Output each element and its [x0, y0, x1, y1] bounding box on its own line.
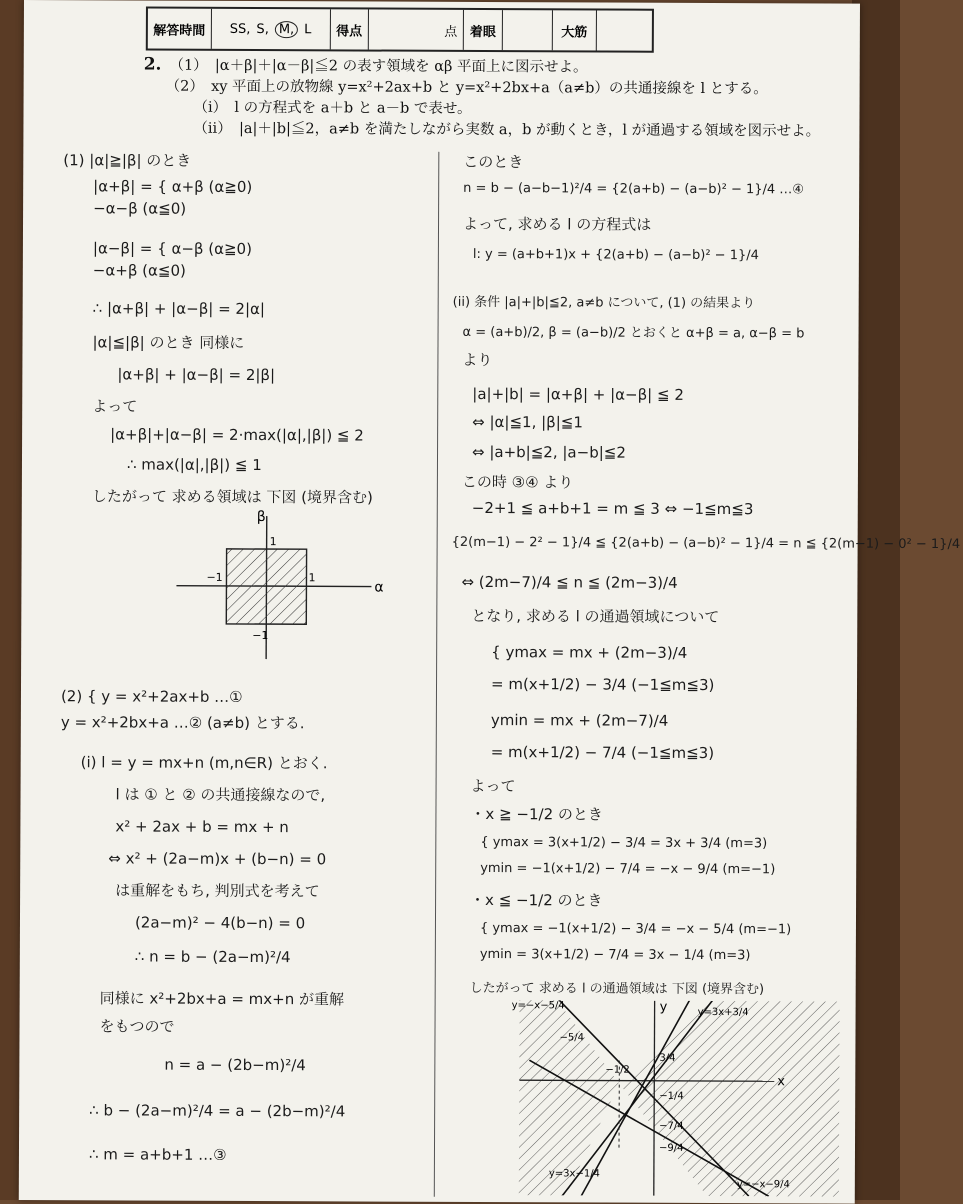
problem-number: 2.	[144, 55, 162, 75]
solution-line: |α+β| = { α+β (α≧0)	[93, 176, 252, 198]
outline-field	[597, 11, 652, 51]
right-column-solution	[453, 152, 858, 154]
left-column-solution	[63, 150, 433, 152]
time-option-s: S,	[256, 22, 268, 37]
answer-sheet	[19, 0, 860, 1204]
x-axis-label: x	[777, 1074, 785, 1089]
tick-neg-5-4: −5/4	[559, 1032, 584, 1043]
tick-neg-9-4: −9/4	[659, 1143, 684, 1154]
time-option-m-selected: M,	[275, 21, 298, 38]
solution-line: この時 ③④ より	[462, 472, 574, 493]
time-option-l: L	[304, 22, 311, 37]
solution-line: (1) |α|≧|β| のとき	[63, 150, 191, 172]
solution-line: n = a − (2b−m)²/4	[164, 1055, 306, 1077]
solution-line: ・x ≧ −1/2 のとき	[470, 804, 603, 826]
solution-line: ∴ |α+β| + |α−β| = 2|α|	[93, 298, 265, 320]
solution-line: |α+β|+|α−β| = 2·max(|α|,|β|) ≦ 2	[110, 424, 364, 446]
solution-line: をもつので	[99, 1016, 174, 1037]
focus-label: 着眼	[464, 10, 502, 50]
solution-line: { ymax = mx + (2m−3)/4	[491, 642, 687, 664]
tick-alpha-1: 1	[308, 571, 315, 584]
line-label-3x-3-4: y=3x+3/4	[698, 1007, 749, 1018]
solution-line: したがって 求める領域は 下図 (境界含む)	[92, 486, 373, 508]
solution-line: となり, 求める l の通過領域について	[471, 606, 719, 628]
alpha-axis-label: α	[374, 580, 383, 596]
solution-line: ymin = mx + (2m−7)/4	[491, 710, 669, 732]
solution-line: ∴ max(|α|,|β|) ≦ 1	[127, 454, 262, 476]
solution-line: 同様に x²+2bx+a = mx+n が重解	[100, 988, 344, 1010]
solution-line: より	[462, 350, 492, 371]
solution-line: α = (a+b)/2, β = (a−b)/2 とおくと α+β = a, α−β = b	[463, 322, 805, 344]
tangent-region-graph	[519, 1000, 840, 1196]
solution-line: |α−β| = { α−β (α≧0)	[93, 238, 252, 260]
solution-line: x² + 2ax + b = mx + n	[115, 816, 289, 838]
solution-line: (2) { y = x²+2ax+b …①	[61, 686, 243, 708]
column-divider	[434, 152, 440, 1197]
line-label-3x-1-4: y=3x−1/4	[549, 1168, 600, 1179]
line-label-neg-x-9-4: y=−x−9/4	[737, 1179, 790, 1190]
problem-statement	[143, 55, 843, 143]
answer-time-label: 解答時間	[148, 9, 212, 49]
solution-line: ・x ≦ −1/2 のとき	[470, 890, 603, 912]
solution-line: ⇔ |α|≦1, |β|≦1	[472, 412, 583, 433]
solution-line: したがって 求める l の通過領域は 下図 (境界含む)	[470, 978, 765, 1000]
solution-line: は重解をもち, 判別式を考えて	[115, 880, 320, 902]
solution-line: −α+β (α≦0)	[93, 260, 186, 281]
solution-line: { ymax = 3(x+1/2) − 3/4 = 3x + 3/4 (m=3)	[480, 832, 767, 854]
tick-3-4: 3/4	[659, 1053, 675, 1064]
beta-axis-label: β	[257, 509, 266, 525]
problem-part-2i: （ⅰ） l の方程式を a＋b と a－b で表せ。	[143, 98, 843, 122]
solution-line: l は ① と ② の共通接線なので,	[115, 784, 325, 806]
focus-field	[502, 10, 552, 50]
solution-line: |a|+|b| = |α+β| + |α−β| ≦ 2	[472, 384, 684, 406]
solution-line: よって	[92, 396, 137, 417]
outline-label: 大筋	[553, 10, 597, 50]
tick-neg-1-4: −1/4	[659, 1091, 684, 1102]
solution-line: (ii) 条件 |a|+|b|≦2, a≠b について, (1) の結果より	[453, 292, 756, 314]
solution-line: = m(x+1/2) − 3/4 (−1≦m≦3)	[491, 674, 714, 696]
solution-line: ymin = 3(x+1/2) − 7/4 = 3x − 1/4 (m=3)	[480, 944, 751, 966]
solution-line: よって, 求める l の方程式は	[463, 214, 651, 236]
shaded-square-region	[226, 549, 306, 624]
solution-line: (i) l = y = mx+n (m,n∈R) とおく.	[81, 752, 328, 774]
tick-alpha-neg1: −1	[206, 571, 222, 584]
points-label: 点	[444, 20, 457, 39]
tick-neg-7-4: −7/4	[659, 1121, 684, 1132]
solution-line: l: y = (a+b+1)x + {2(a+b) − (a−b)² − 1}/4	[473, 244, 759, 266]
square-region-graph	[156, 511, 387, 662]
time-options	[212, 9, 331, 50]
solution-line: (2a−m)² − 4(b−n) = 0	[135, 912, 305, 934]
solution-line: ⇔ |a+b|≦2, |a−b|≦2	[472, 442, 626, 464]
solution-line: n = b − (a−b−1)²/4 = {2(a+b) − (a−b)² − 1}/4 …④	[463, 178, 804, 200]
solution-line: {2(m−1) − 2² − 1}/4 ≦ {2(a+b) − (a−b)² − 1}/4 = n ≦ {2(m−1) − 0² − 1}/4	[452, 532, 961, 555]
line-label-neg-x-5-4: y=−x−5/4	[512, 1000, 565, 1011]
solution-line: よって	[471, 776, 516, 797]
tick-neg-1-2: −1/2	[605, 1065, 630, 1076]
solution-line: −α−β (α≦0)	[93, 198, 186, 219]
solution-line: ⇔ (2m−7)/4 ≦ n ≦ (2m−3)/4	[461, 572, 677, 594]
solution-line: |α|≦|β| のとき 同様に	[92, 332, 244, 354]
solution-line: { ymax = −1(x+1/2) − 3/4 = −x − 5/4 (m=−1)	[480, 918, 791, 940]
y-axis-label: y	[660, 1000, 668, 1015]
score-label: 得点	[330, 9, 368, 49]
tick-beta-neg1: −1	[252, 629, 268, 642]
score-header-table	[146, 7, 654, 53]
problem-part-1: （1） |α＋β|＋|α－β|≦2 の表す領域を αβ 平面上に図示せよ。	[169, 58, 587, 76]
solution-line: このとき	[463, 152, 523, 173]
solution-line: ∴ n = b − (2a−m)²/4	[135, 946, 291, 968]
solution-line: −2+1 ≦ a+b+1 = m ≦ 3 ⇔ −1≦m≦3	[472, 498, 754, 520]
solution-line: ⇔ x² + (2a−m)x + (b−n) = 0	[108, 848, 326, 870]
time-option-ss: SS,	[230, 21, 251, 36]
solution-line: = m(x+1/2) − 7/4 (−1≦m≦3)	[491, 742, 714, 764]
problem-part-2ii: （ⅱ） |a|＋|b|≦2，a≠b を満たしながら実数 a，b が動くとき，l が通過する領域を図示せよ。	[143, 119, 843, 143]
tick-beta-1: 1	[270, 535, 277, 548]
solution-line: |α+β| + |α−β| = 2|β|	[117, 364, 275, 386]
solution-line: ∴ b − (2a−m)²/4 = a − (2b−m)²/4	[89, 1100, 345, 1122]
points-field	[369, 10, 465, 50]
problem-part-2: （2） xy 平面上の放物線 y=x²+2ax+b と y=x²+2bx+a（a≠b）の共通接線を l とする。	[144, 77, 844, 101]
solution-line: ymin = −1(x+1/2) − 7/4 = −x − 9/4 (m=−1)	[480, 858, 775, 880]
solution-line: y = x²+2bx+a …② (a≠b) とする.	[61, 712, 305, 734]
solution-line: ∴ m = a+b+1 …③	[89, 1144, 227, 1166]
